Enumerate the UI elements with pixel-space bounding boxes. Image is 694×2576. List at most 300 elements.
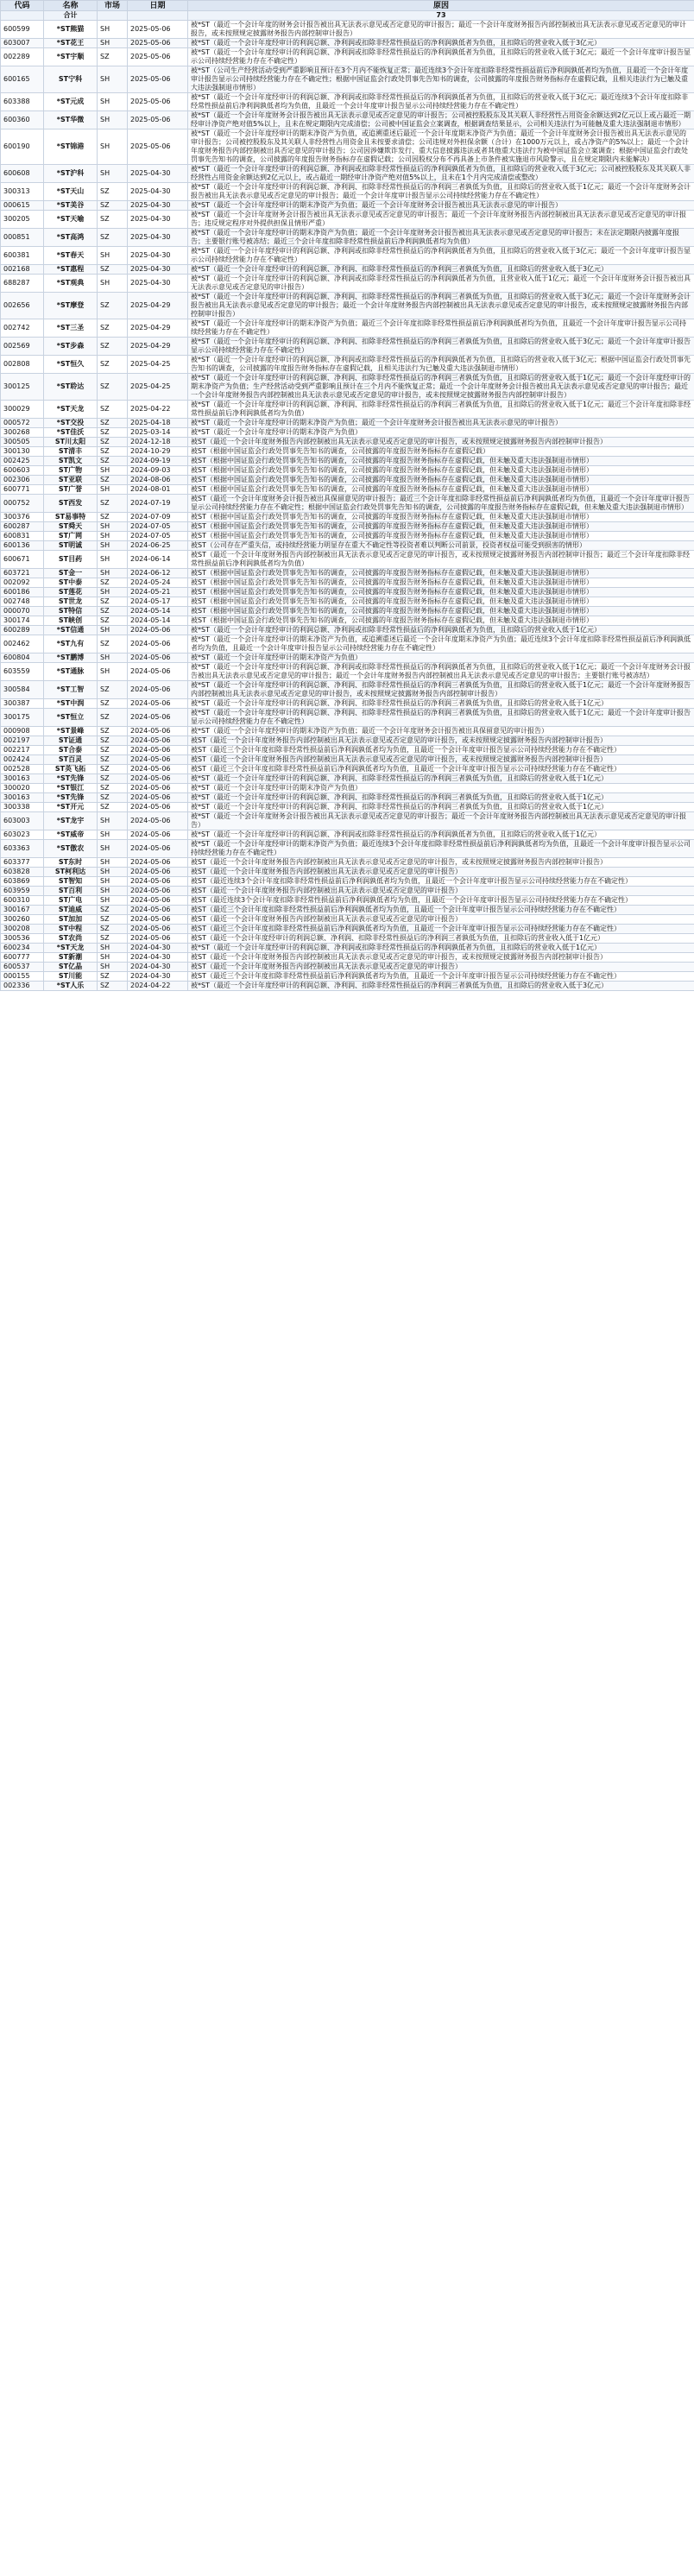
cell-name: *ST天喻 bbox=[44, 211, 98, 229]
table-row[interactable] bbox=[1, 476, 694, 485]
cell-date: 2024-05-06 bbox=[128, 830, 188, 840]
cell-name: *ST银江 bbox=[44, 784, 98, 793]
cell-code: 000752 bbox=[1, 495, 44, 513]
cell-market: SH bbox=[98, 93, 128, 111]
cell-name: *ST聆达 bbox=[44, 374, 98, 401]
cell-code: 603363 bbox=[1, 840, 44, 858]
table-row[interactable] bbox=[1, 532, 694, 541]
cell-market: SH bbox=[98, 944, 128, 953]
table-row[interactable] bbox=[1, 736, 694, 746]
cell-code: 603559 bbox=[1, 663, 44, 681]
table-row[interactable] bbox=[1, 485, 694, 495]
header-date[interactable]: 日期 bbox=[128, 1, 188, 11]
cell-reason: 被*ST（最近一个会计年度经审计的利润总额、净利润或扣除非经常性损益后的净利润孰低者为负值，且扣除后的营业收入低于3亿元；根据中国证监会行政处罚事先告知书的调查，公司披露的年度报告财务指标存在虚假记载，且相关违法行为已触及重大违法强制退市情形） bbox=[188, 356, 694, 374]
cell-reason: 被ST（最近一个会计年度财务报告内部控制被出具无法表示意见或否定意见的审计报告，或未按照规定披露财务报告内部控制审计报告） bbox=[188, 736, 694, 746]
table-row[interactable] bbox=[1, 265, 694, 275]
cell-reason: 被*ST（最近一个会计年度经审计的利润总额、净利润、扣除非经常性损益后的净利润三者孰低为负值，且扣除后的营业收入低于1亿元） bbox=[188, 699, 694, 709]
cell-date: 2024-05-21 bbox=[128, 588, 188, 597]
table-row[interactable] bbox=[1, 551, 694, 569]
cell-date: 2024-08-06 bbox=[128, 476, 188, 485]
table-row[interactable] bbox=[1, 495, 694, 513]
table-row[interactable] bbox=[1, 746, 694, 755]
cell-date: 2025-05-06 bbox=[128, 129, 188, 165]
table-body bbox=[1, 21, 694, 991]
cell-date: 2024-04-30 bbox=[128, 972, 188, 982]
table-row[interactable] bbox=[1, 466, 694, 476]
cell-code: 000070 bbox=[1, 607, 44, 616]
cell-market: SZ bbox=[98, 934, 128, 944]
table-row[interactable] bbox=[1, 803, 694, 812]
cell-date: 2025-04-30 bbox=[128, 265, 188, 275]
cell-code: 600190 bbox=[1, 129, 44, 165]
cell-reason: 被ST（根据中国证监会行政处罚事先告知书的调查，公司披露的年度报告财务指标存在虚假记载，但未触及重大违法强制退市情形） bbox=[188, 513, 694, 522]
cell-code: 600804 bbox=[1, 653, 44, 663]
cell-market: SZ bbox=[98, 765, 128, 774]
cell-name: ST智知 bbox=[44, 877, 98, 887]
table-row[interactable] bbox=[1, 183, 694, 201]
table-row[interactable] bbox=[1, 319, 694, 338]
table-row[interactable] bbox=[1, 541, 694, 551]
cell-date: 2024-10-29 bbox=[128, 447, 188, 457]
cell-reason: 被*ST（最近一个会计年度经审计的期末净资产为负值；最近三个会计年度扣除非经常性损益前后净利润孰低者均为负值，且最近一个会计年度审计报告显示公司持续经营能力存在不确定性） bbox=[188, 319, 694, 338]
cell-reason: 被ST（最近连续3个会计年度扣除非经常性损益前后净利润孰低者均为负值，且最近一个会计年度审计报告显示公司持续经营能力存在不确定性） bbox=[188, 896, 694, 906]
cell-code: 600777 bbox=[1, 953, 44, 963]
cell-name: ST特信 bbox=[44, 607, 98, 616]
cell-date: 2025-05-06 bbox=[128, 66, 188, 93]
cell-market: SZ bbox=[98, 319, 128, 338]
cell-market: SH bbox=[98, 896, 128, 906]
table-row[interactable] bbox=[1, 858, 694, 868]
cell-code: 300260 bbox=[1, 915, 44, 925]
cell-date: 2024-05-06 bbox=[128, 803, 188, 812]
cell-market: SZ bbox=[98, 681, 128, 699]
table-row[interactable] bbox=[1, 887, 694, 896]
table-row[interactable] bbox=[1, 588, 694, 597]
cell-date: 2024-05-14 bbox=[128, 616, 188, 626]
cell-market: SZ bbox=[98, 746, 128, 755]
cell-name: *ST龙宇 bbox=[44, 812, 98, 830]
cell-name: *ST高鸿 bbox=[44, 229, 98, 247]
cell-market: SH bbox=[98, 840, 128, 858]
cell-market: SZ bbox=[98, 438, 128, 447]
cell-reason: 被*ST（最近一个会计年度经审计的利润总额、净利润或扣除非经常性损益后的净利润孰低者为负值，且扣除后的营业收入低于3亿元；最近一个会计年度审计报告显示公司持续经营能力存在不确定性） bbox=[188, 247, 694, 265]
cell-date: 2025-03-14 bbox=[128, 428, 188, 438]
table-row[interactable] bbox=[1, 681, 694, 699]
cell-market: SZ bbox=[98, 476, 128, 485]
cell-market: SH bbox=[98, 569, 128, 578]
cell-code: 002528 bbox=[1, 765, 44, 774]
table-row[interactable] bbox=[1, 896, 694, 906]
table-row[interactable] bbox=[1, 597, 694, 607]
cell-date: 2024-04-30 bbox=[128, 953, 188, 963]
table-row[interactable] bbox=[1, 982, 694, 991]
cell-reason: 被ST（公司存在严重失信，或持续经营能力明显存在重大不确定性等投资者难以判断公司前景，投资者权益可能受到损害的情形） bbox=[188, 541, 694, 551]
cell-name: *ST先锋 bbox=[44, 793, 98, 803]
cell-code: 600537 bbox=[1, 963, 44, 972]
table-row[interactable] bbox=[1, 653, 694, 663]
cell-name: ST凯文 bbox=[44, 457, 98, 466]
cell-code: 603721 bbox=[1, 569, 44, 578]
cell-reason: 被*ST（最近一个会计年度经审计的利润总额、净利润、扣除非经常性损益后的净利润三者孰低为负值，且扣除后的营业收入低于1亿元；最近一个会计年度审计报告显示公司持续经营能力存在不确定性） bbox=[188, 709, 694, 727]
cell-reason: 被*ST（最近一个会计年度经审计的利润总额、净利润、扣除非经常性损益后的净利润三者孰低为负值，且扣除后的营业收入低于1亿元） bbox=[188, 774, 694, 784]
cell-code: 600603 bbox=[1, 466, 44, 476]
table-row[interactable] bbox=[1, 419, 694, 428]
table-row[interactable] bbox=[1, 438, 694, 447]
cell-name: ST中程 bbox=[44, 925, 98, 934]
cell-code: 300174 bbox=[1, 616, 44, 626]
cell-market: SH bbox=[98, 830, 128, 840]
cell-reason: 被*ST（最近一个会计年度经审计的利润总额、净利润或扣除非经常性损益后的净利润孰低者为负值，且扣除后的营业收入低于3亿元） bbox=[188, 39, 694, 48]
cell-name: *ST天龙 bbox=[44, 401, 98, 419]
cell-date: 2024-05-06 bbox=[128, 746, 188, 755]
cell-name: ST目药 bbox=[44, 551, 98, 569]
cell-market: SZ bbox=[98, 201, 128, 211]
cell-market: SH bbox=[98, 868, 128, 877]
cell-name: ST广电 bbox=[44, 896, 98, 906]
table-row[interactable] bbox=[1, 229, 694, 247]
cell-date: 2024-05-06 bbox=[128, 915, 188, 925]
cell-market: SH bbox=[98, 588, 128, 597]
cell-date: 2024-05-06 bbox=[128, 709, 188, 727]
cell-code: 002742 bbox=[1, 319, 44, 338]
cell-date: 2025-05-06 bbox=[128, 93, 188, 111]
summary-row bbox=[1, 11, 694, 21]
cell-date: 2025-04-30 bbox=[128, 183, 188, 201]
cell-name: *ST观典 bbox=[44, 275, 98, 293]
cell-reason: 被*ST（最近一个会计年度经审计的利润总额、净利润或扣除非经常性损益后的净利润孰低者为负值，且扣除后的营业收入低于3亿元；公司被控股股东及其关联人非经营性占用资金余额达到2亿元以上，或占最近一期经审计净资产绝对值5%以上，且未在1个月内完成清偿或整改） bbox=[188, 165, 694, 183]
cell-code: 002197 bbox=[1, 736, 44, 746]
cell-reason: 被ST（根据中国证监会行政处罚事先告知书的调查，公司披露的年度报告财务指标存在虚假记载，但未触及重大违法强制退市情形） bbox=[188, 522, 694, 532]
cell-code: 600186 bbox=[1, 588, 44, 597]
cell-name: *ST开元 bbox=[44, 803, 98, 812]
cell-code: 600234 bbox=[1, 944, 44, 953]
cell-reason: 被ST（最近一个会计年度财务报告内部控制被出具无法表示意见或否定意见的审计报告，或未按照规定披露财务报告内部控制审计报告） bbox=[188, 858, 694, 868]
cell-reason: 被ST（根据中国证监会行政处罚事先告知书的调查，公司披露的年度报告财务指标存在虚假记载，但未触及重大违法强制退市情形） bbox=[188, 466, 694, 476]
table-row[interactable] bbox=[1, 699, 694, 709]
cell-code: 603007 bbox=[1, 39, 44, 48]
table-row[interactable] bbox=[1, 165, 694, 183]
cell-date: 2024-12-18 bbox=[128, 438, 188, 447]
cell-reason: 被*ST（最近一个会计年度经审计的期末净资产为负值） bbox=[188, 653, 694, 663]
table-row[interactable] bbox=[1, 39, 694, 48]
cell-code: 300175 bbox=[1, 709, 44, 727]
table-row[interactable] bbox=[1, 522, 694, 532]
cell-code: 300167 bbox=[1, 906, 44, 915]
cell-market: SH bbox=[98, 532, 128, 541]
cell-code: 603388 bbox=[1, 93, 44, 111]
cell-market: SH bbox=[98, 247, 128, 265]
cell-name: *ST交投 bbox=[44, 419, 98, 428]
cell-code: 002289 bbox=[1, 48, 44, 66]
cell-code: 002462 bbox=[1, 635, 44, 653]
cell-reason: 被*ST（最近一个会计年度经审计的期末净资产为负值；最近一个会计年度财务会计报告被出具保留意见的审计报告） bbox=[188, 727, 694, 736]
table-row[interactable] bbox=[1, 457, 694, 466]
cell-market: SZ bbox=[98, 513, 128, 522]
cell-reason: 被ST（根据中国证监会行政处罚事先告知书的调查，公司披露的年度报告财务指标存在虚假记载，但未触及重大违法强制退市情形） bbox=[188, 532, 694, 541]
cell-code: 300125 bbox=[1, 374, 44, 401]
cell-code: 300584 bbox=[1, 681, 44, 699]
table-row[interactable] bbox=[1, 765, 694, 774]
cell-name: *ST工智 bbox=[44, 681, 98, 699]
cell-date: 2025-05-06 bbox=[128, 48, 188, 66]
table-row[interactable] bbox=[1, 356, 694, 374]
cell-market: SZ bbox=[98, 428, 128, 438]
cell-market: SZ bbox=[98, 183, 128, 201]
cell-name: *ST先锋 bbox=[44, 774, 98, 784]
cell-name: *ST恒久 bbox=[44, 356, 98, 374]
cell-name: ST英飞拓 bbox=[44, 765, 98, 774]
table-row[interactable] bbox=[1, 578, 694, 588]
cell-code: 300313 bbox=[1, 183, 44, 201]
cell-name: ST农尚 bbox=[44, 934, 98, 944]
header-name[interactable]: 名称 bbox=[44, 1, 98, 11]
table-row[interactable] bbox=[1, 774, 694, 784]
cell-name: ST百利 bbox=[44, 887, 98, 896]
cell-reason: 被ST（最近三个会计年度扣除非经常性损益前后净利润孰低者均为负值，且最近一个会计年度审计报告显示公司持续经营能力存在不确定性） bbox=[188, 972, 694, 982]
table-row[interactable] bbox=[1, 275, 694, 293]
table-row[interactable] bbox=[1, 616, 694, 626]
cell-name: ST加加 bbox=[44, 915, 98, 925]
cell-market: SH bbox=[98, 663, 128, 681]
cell-name: *ST信通 bbox=[44, 626, 98, 635]
table-row[interactable] bbox=[1, 338, 694, 356]
table-row[interactable] bbox=[1, 877, 694, 887]
table-row[interactable] bbox=[1, 709, 694, 727]
cell-date: 2024-04-30 bbox=[128, 944, 188, 953]
cell-reason: 被*ST（最近一个会计年度经审计的利润总额、净利润、扣除非经常性损益后的净利润三者孰低为负值，且扣除后的营业收入低于1亿元；最近三个会计年度扣除非经常性损益前后净利润孰低者均为负值） bbox=[188, 401, 694, 419]
table-row[interactable] bbox=[1, 755, 694, 765]
table-row[interactable] bbox=[1, 211, 694, 229]
cell-date: 2024-06-14 bbox=[128, 551, 188, 569]
cell-date: 2024-05-06 bbox=[128, 887, 188, 896]
cell-code: 603023 bbox=[1, 830, 44, 840]
cell-name: ST清丰 bbox=[44, 447, 98, 457]
cell-date: 2024-05-06 bbox=[128, 774, 188, 784]
cell-reason: 被*ST（最近一个会计年度经审计的利润总额、净利润或扣除非经常性损益后的净利润孰低者为负值，且扣除后的营业收入低于1亿元） bbox=[188, 944, 694, 953]
cell-name: ST广物 bbox=[44, 466, 98, 476]
cell-date: 2024-09-03 bbox=[128, 466, 188, 476]
table-row[interactable] bbox=[1, 569, 694, 578]
cell-name: ST川能 bbox=[44, 972, 98, 982]
table-header-row bbox=[1, 1, 694, 11]
table-row[interactable] bbox=[1, 201, 694, 211]
table-row[interactable] bbox=[1, 513, 694, 522]
cell-reason: 被ST（最近三个会计年度扣除非经常性损益前后净利润孰低者均为负值，且最近一个会计年度审计报告显示公司持续经营能力存在不确定性） bbox=[188, 906, 694, 915]
cell-name: ST合泰 bbox=[44, 746, 98, 755]
cell-reason: 被ST（根据中国证监会行政处罚事先告知书的调查，公司披露的年度报告财务指标存在虚假记载，但未触及重大违法强制退市情形） bbox=[188, 476, 694, 485]
cell-reason: 被ST（根据中国证监会行政处罚事先告知书的调查，公司披露的年度报告财务指标存在虚假记载，但未触及重大违法强制退市情形） bbox=[188, 616, 694, 626]
cell-code: 600671 bbox=[1, 551, 44, 569]
cell-reason: 被ST（最近一个会计年度财务报告内部控制被出具无法表示意见或否定意见的审计报告，或未按照规定披露财务报告内部控制审计报告） bbox=[188, 438, 694, 447]
cell-code: 000155 bbox=[1, 972, 44, 982]
cell-name: ST峡创 bbox=[44, 616, 98, 626]
cell-name: *ST通脉 bbox=[44, 663, 98, 681]
cell-code: 300268 bbox=[1, 428, 44, 438]
table-row[interactable] bbox=[1, 635, 694, 653]
cell-name: ST中泰 bbox=[44, 578, 98, 588]
cell-date: 2025-05-06 bbox=[128, 39, 188, 48]
cell-reason: 被*ST（最近一个会计年度经审计的利润总额、净利润或扣除非经常性损益后的净利润孰低者为负值，且扣除后的营业收入低于3亿元；最近连续3个会计年度扣除非经常性损益前后净利润孰低者均为负值，且最近一个会计年度审计报告显示公司持续经营能力存在不确定性） bbox=[188, 93, 694, 111]
cell-name: ST金一 bbox=[44, 569, 98, 578]
table-row[interactable] bbox=[1, 944, 694, 953]
cell-market: SZ bbox=[98, 803, 128, 812]
cell-date: 2024-05-06 bbox=[128, 925, 188, 934]
cell-market: SH bbox=[98, 165, 128, 183]
cell-market: SZ bbox=[98, 401, 128, 419]
table-row[interactable] bbox=[1, 925, 694, 934]
cell-reason: 被ST（最近三个会计年度扣除非经常性损益前后净利润孰低者均为负值，且最近一个会计年度审计报告显示公司持续经营能力存在不确定性） bbox=[188, 925, 694, 934]
table-row[interactable] bbox=[1, 447, 694, 457]
cell-date: 2024-04-22 bbox=[128, 982, 188, 991]
cell-reason: 被*ST（最近一个会计年度经审计的利润总额、净利润、扣除非经常性损益后的净利润三者孰低为负值，且扣除后的营业收入低于3亿元；最近一个会计年度财务会计报告被出具无法表示意见或否定意见的审计报告；最近一个会计年度财务报告内部控制被出具无法表示意见或否定意见的审计报告，或未按照规定披露财务报告内部控制审计报告） bbox=[188, 293, 694, 319]
cell-code: 300163 bbox=[1, 774, 44, 784]
cell-code: 300376 bbox=[1, 513, 44, 522]
cell-market: SZ bbox=[98, 915, 128, 925]
cell-code: 600360 bbox=[1, 111, 44, 129]
table-row[interactable] bbox=[1, 247, 694, 265]
table-row[interactable] bbox=[1, 48, 694, 66]
cell-market: SZ bbox=[98, 616, 128, 626]
cell-date: 2024-06-12 bbox=[128, 569, 188, 578]
cell-code: 600289 bbox=[1, 626, 44, 635]
cell-reason: 被ST（最近一个会计年度财务会计报告被出具保留意见的审计报告；最近三个会计年度扣除非经常性损益前后净利润孰低者均为负值，且最近一个会计年度审计报告显示公司持续经营能力存在不确定性；根据中国证监会行政处罚事先告知书的调查，公司披露的年度报告财务指标存在虚假记载，但未触及重大违法强制退市情形） bbox=[188, 495, 694, 513]
cell-date: 2024-05-06 bbox=[128, 877, 188, 887]
cell-market: SZ bbox=[98, 784, 128, 793]
table-row[interactable] bbox=[1, 401, 694, 419]
table-row[interactable] bbox=[1, 812, 694, 830]
cell-code: 600608 bbox=[1, 165, 44, 183]
cell-date: 2025-05-06 bbox=[128, 111, 188, 129]
cell-reason: 被ST（最近一个会计年度财务报告内部控制被出具无法表示意见或否定意见的审计报告，或未按照规定披露财务报告内部控制审计报告） bbox=[188, 755, 694, 765]
table-row[interactable] bbox=[1, 626, 694, 635]
table-row[interactable] bbox=[1, 111, 694, 129]
cell-reason: 被*ST（最近一个会计年度财务会计报告被出具无法表示意见或否定意见的审计报告；最近一个会计年度财务报告内部控制被出具无法表示意见或否定意见的审计报告） bbox=[188, 812, 694, 830]
cell-market: SH bbox=[98, 653, 128, 663]
cell-date: 2025-05-06 bbox=[128, 21, 188, 39]
cell-date: 2024-07-05 bbox=[128, 532, 188, 541]
cell-market: SZ bbox=[98, 755, 128, 765]
cell-market: SZ bbox=[98, 982, 128, 991]
header-reason[interactable]: 原因 bbox=[188, 1, 694, 11]
table-row[interactable] bbox=[1, 972, 694, 982]
table-row[interactable] bbox=[1, 934, 694, 944]
table-row[interactable] bbox=[1, 906, 694, 915]
cell-date: 2024-05-06 bbox=[128, 812, 188, 830]
cell-name: *ST威帝 bbox=[44, 830, 98, 840]
cell-code: 600310 bbox=[1, 896, 44, 906]
cell-name: *ST摩登 bbox=[44, 293, 98, 319]
table-row[interactable] bbox=[1, 915, 694, 925]
cell-date: 2024-05-06 bbox=[128, 653, 188, 663]
cell-name: ST广网 bbox=[44, 532, 98, 541]
table-row[interactable] bbox=[1, 607, 694, 616]
cell-date: 2024-08-01 bbox=[128, 485, 188, 495]
cell-market: SZ bbox=[98, 578, 128, 588]
cell-name: ST易事特 bbox=[44, 513, 98, 522]
cell-name: ST宁科 bbox=[44, 66, 98, 93]
cell-date: 2025-04-18 bbox=[128, 419, 188, 428]
table-row[interactable] bbox=[1, 830, 694, 840]
cell-market: SZ bbox=[98, 906, 128, 915]
header-market[interactable]: 市场 bbox=[98, 1, 128, 11]
cell-market: SH bbox=[98, 812, 128, 830]
cell-code: 002569 bbox=[1, 338, 44, 356]
cell-market: SZ bbox=[98, 338, 128, 356]
table-row[interactable] bbox=[1, 868, 694, 877]
cell-reason: 被ST（根据中国证监会行政处罚事先告知书的调查，公司披露的年度报告财务指标存在虚假记载，但未触及重大违法强制退市情形） bbox=[188, 597, 694, 607]
table-row[interactable] bbox=[1, 727, 694, 736]
cell-reason: 被*ST（公司生产经营活动受到严重影响且预计在3个月内不能恢复正常；最近连续3个会计年度扣除非经常性损益前后净利润孰低者均为负值，且最近一个会计年度审计报告显示公司持续经营能力存在不确定性；根据中国证监会行政处罚事先告知书的调查，公司披露的年度报告财务指标存在虚假记载，且相关违法行为已触及重大违法强制退市情形） bbox=[188, 66, 694, 93]
cell-reason: 被*ST（最近一个会计年度经审计的利润总额、净利润、扣除非经常性损益后的净利润三者孰低为负值，且扣除后的营业收入低于1亿元；最近一个会计年度财务报告内部控制被出具无法表示意见或否定意见的审计报告，或未按照规定披露财务报告内部控制审计报告） bbox=[188, 681, 694, 699]
cell-date: 2024-04-30 bbox=[128, 963, 188, 972]
table-row[interactable] bbox=[1, 129, 694, 165]
cell-market: SZ bbox=[98, 211, 128, 229]
cell-name: *ST三圣 bbox=[44, 319, 98, 338]
table-row[interactable] bbox=[1, 963, 694, 972]
cell-code: 002336 bbox=[1, 982, 44, 991]
table-row[interactable] bbox=[1, 793, 694, 803]
cell-name: ST迪威 bbox=[44, 906, 98, 915]
header-code[interactable]: 代码 bbox=[1, 1, 44, 11]
table-row[interactable] bbox=[1, 784, 694, 793]
table-row[interactable] bbox=[1, 840, 694, 858]
cell-code: 300338 bbox=[1, 803, 44, 812]
table-row[interactable] bbox=[1, 93, 694, 111]
cell-code: 603869 bbox=[1, 877, 44, 887]
cell-reason: 被*ST（最近一个会计年度经审计的期末净资产为负值；最近一个会计年度财务会计报告被出具无法表示意见或否定意见的审计报告；未在法定期限内披露年度报告；主要银行账号被冻结；最近三个会计年度扣除非经常性损益前后净利润孰低者均为负值） bbox=[188, 229, 694, 247]
table-row[interactable] bbox=[1, 374, 694, 401]
cell-name: *ST锦港 bbox=[44, 129, 98, 165]
cell-reason: 被ST（根据中国证监会行政处罚事先告知书的调查，公司披露的年度报告财务指标存在虚假记载） bbox=[188, 447, 694, 457]
cell-reason: 被*ST（最近一个会计年度经审计的利润总额、净利润、扣除非经常性损益后的净利润三者孰低为负值，且扣除后的营业收入低于3亿元） bbox=[188, 265, 694, 275]
cell-reason: 被*ST（最近一个会计年度经审计的利润总额、净利润或扣除非经常性损益后的净利润孰低者为负值，且扣除后的营业收入低于1亿元） bbox=[188, 830, 694, 840]
table-row[interactable] bbox=[1, 663, 694, 681]
cell-market: SZ bbox=[98, 457, 128, 466]
table-row[interactable] bbox=[1, 293, 694, 319]
cell-reason: 被*ST（最近一个会计年度经审计的利润总额、净利润或扣除非经常性损益后的净利润孰低者为负值，且扣除后的营业收入低于1亿元；最近一个会计年度财务会计报告被出具无法表示意见或否定意见的审计报告；最近一个会计年度财务报告内部控制被出具无法表示意见或否定意见的审计报告；主要银行账号被冻结） bbox=[188, 663, 694, 681]
cell-market: SH bbox=[98, 522, 128, 532]
cell-code: 600831 bbox=[1, 532, 44, 541]
cell-name: *ST傲农 bbox=[44, 840, 98, 858]
cell-name: *ST恒立 bbox=[44, 709, 98, 727]
cell-reason: 被ST（根据中国证监会行政处罚事先告知书的调查，公司披露的年度报告财务指标存在虚假记载，但未触及重大违法强制退市情形） bbox=[188, 607, 694, 616]
cell-market: SZ bbox=[98, 419, 128, 428]
cell-reason: 被*ST（最近一个会计年度经审计的利润总额、净利润、扣除非经常性损益后的净利润三者孰低为负值，且扣除后的营业收入低于1亿元；最近一个会计年度财务会计报告被出具无法表示意见或否定意见的审计报告；最近一个会计年度审计报告显示公司持续经营能力存在不确定性） bbox=[188, 183, 694, 201]
cell-code: 603959 bbox=[1, 887, 44, 896]
cell-reason: 被*ST（最近一个会计年度经审计的期末净资产为负值，或追溯重述后最近一个会计年度期末净资产为负值；最近一个会计年度财务会计报告被出具无法表示意见的审计报告；公司被控股股东及其关联人非经营性占用资金且未按要求清偿；公司违规对外担保余额（合计）在1000万元以上，或占净资产的5%以上；最近一个会计年度财务报告内部控制被出具否定意见的审计报告；公司因涉嫌欺诈发行、重大信息披露违法或者其他重大违法行为被中国证监会立案调查；根据中国证监会行政处罚事先告知书的调查，公司披露的年度报告财务指标存在虚假记载；公司因股权分布不再具备上市条件被实施退市风险警示，且在规定期限内未能解决） bbox=[188, 129, 694, 165]
table-row[interactable] bbox=[1, 953, 694, 963]
cell-reason: 被*ST（最近一个会计年度经审计的期末净资产为负值，或追溯重述后最近一个会计年度期末净资产为负值；最近连续3个会计年度扣除非经常性损益前后净利润孰低者均为负值，且最近一个会计年度审计报告显示公司持续经营能力存在不确定性） bbox=[188, 635, 694, 653]
cell-market: SZ bbox=[98, 972, 128, 982]
cell-date: 2024-05-06 bbox=[128, 699, 188, 709]
cell-date: 2025-04-30 bbox=[128, 165, 188, 183]
cell-reason: 被ST（根据中国证监会行政处罚事先告知书的调查，公司披露的年度报告财务指标存在虚假记载，但未触及重大违法强制退市情形） bbox=[188, 569, 694, 578]
cell-date: 2025-04-22 bbox=[128, 401, 188, 419]
table-row[interactable] bbox=[1, 428, 694, 438]
cell-reason: 被*ST（最近一个会计年度经审计的期末净资产为负值；最近一个会计年度财务会计报告被出具无法表示意见的审计报告） bbox=[188, 201, 694, 211]
cell-name: *ST佳沃 bbox=[44, 428, 98, 438]
cell-name: *ST熊猫 bbox=[44, 21, 98, 39]
cell-name: *ST沪科 bbox=[44, 165, 98, 183]
cell-reason: 被ST（最近一个会计年度财务报告内部控制被出具无法表示意见或否定意见的审计报告，或未按照规定披露财务报告内部控制审计报告；最近三个会计年度扣除非经常性损益前后净利润孰低者均为负值） bbox=[188, 551, 694, 569]
table-row[interactable] bbox=[1, 66, 694, 93]
cell-code: 688287 bbox=[1, 275, 44, 293]
cell-reason: 被*ST（最近一个会计年度经审计的利润总额、净利润、扣除非经常性损益后的净利润三者孰低为负值，且扣除后的营业收入低于3亿元） bbox=[188, 982, 694, 991]
cell-code: 600599 bbox=[1, 21, 44, 39]
cell-code: 600771 bbox=[1, 485, 44, 495]
table-row[interactable] bbox=[1, 21, 694, 39]
cell-name: ST广誉 bbox=[44, 485, 98, 495]
